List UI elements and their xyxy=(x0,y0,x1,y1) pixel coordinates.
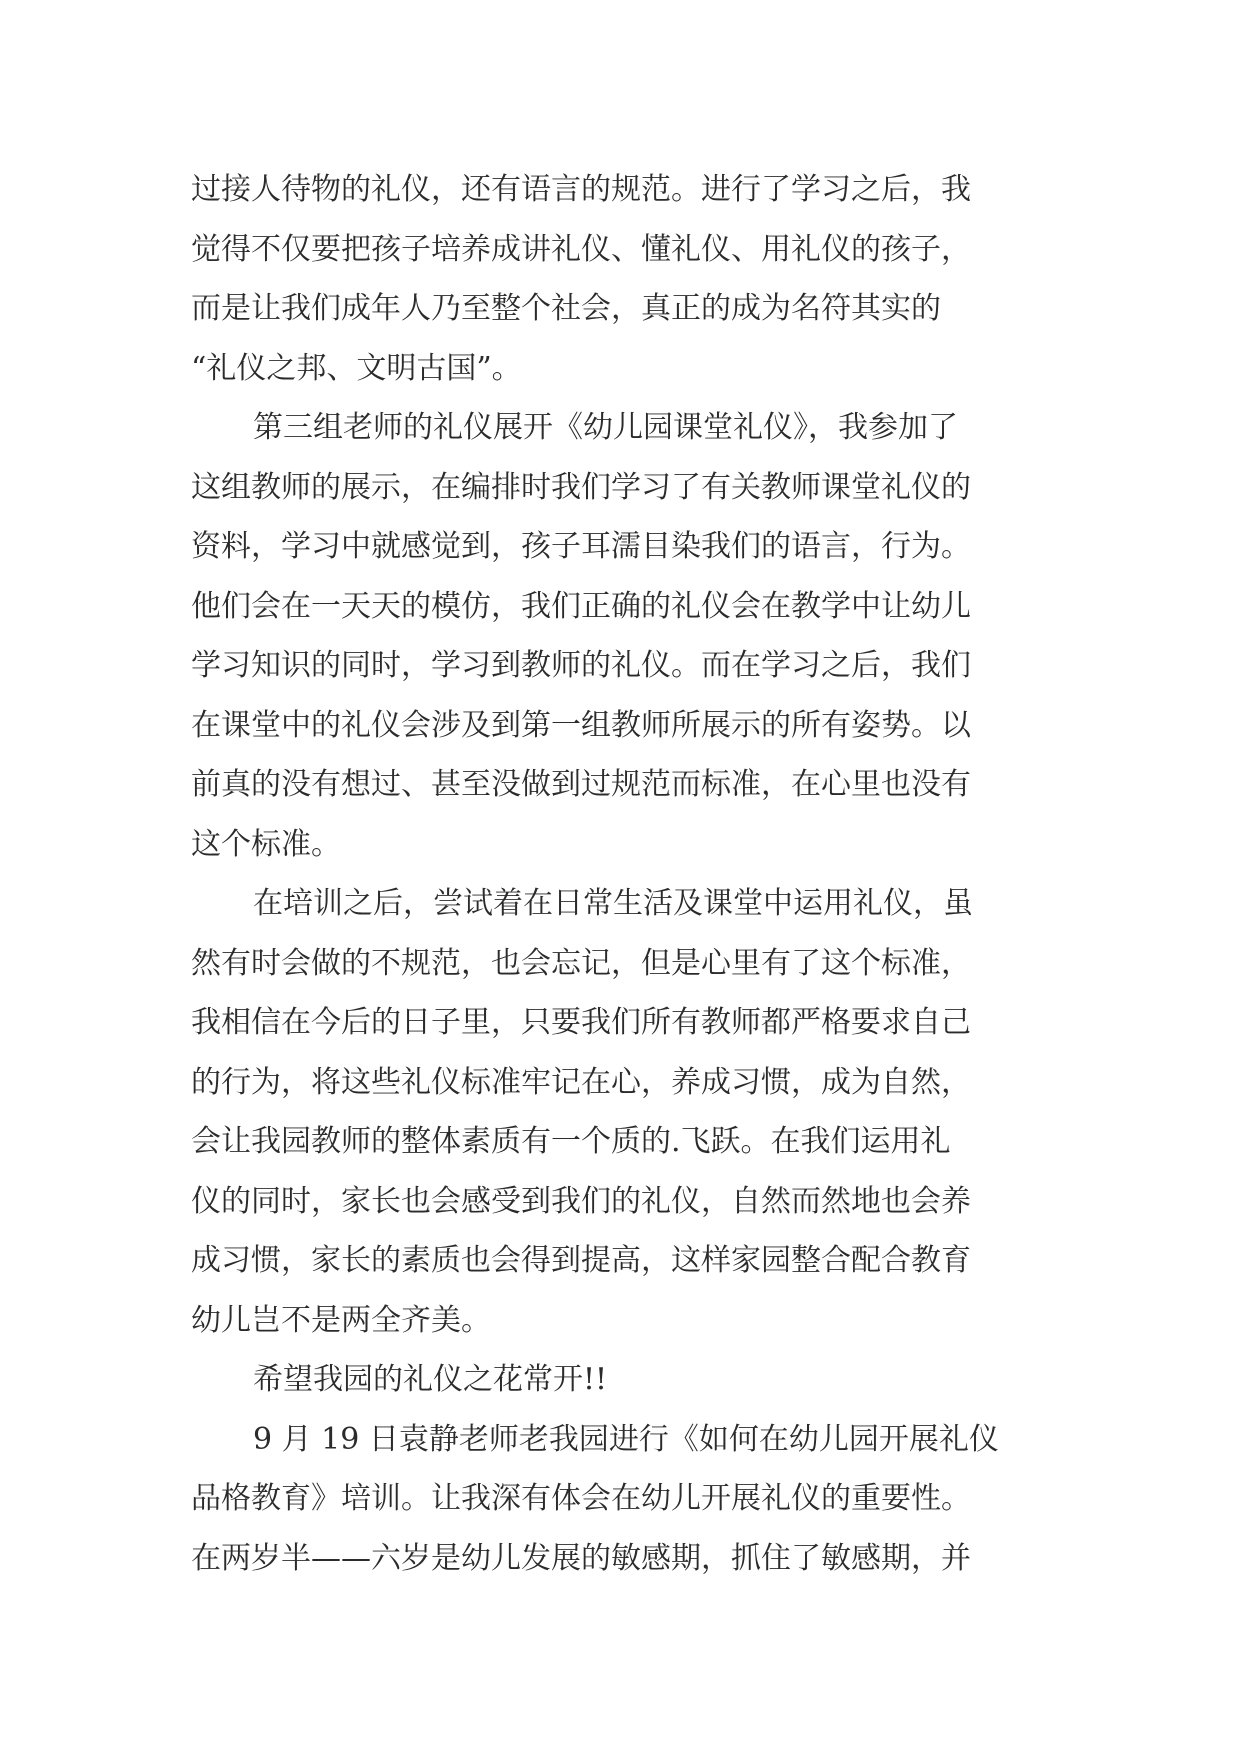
paragraph-start-line: 9 月 19 日袁静老师老我园进行《如何在幼儿园开展礼仪 xyxy=(253,1421,999,1457)
text-line: 的行为，将这些礼仪标准牢记在心，养成习惯，成为自然， xyxy=(191,1064,971,1100)
text-line: 资料，学习中就感觉到，孩子耳濡目染我们的语言，行为。 xyxy=(191,529,971,564)
text-line: 前真的没有想过、甚至没做到过规范而标准，在心里也没有 xyxy=(191,767,971,802)
text-line: 我相信在今后的日子里，只要我们所有教师都严格要求自己 xyxy=(191,1005,971,1040)
text-line: 品格教育》培训。让我深有体会在幼儿开展礼仪的重要性。 xyxy=(191,1481,971,1516)
text-line: 这个标准。 xyxy=(191,826,341,862)
text-line: 然有时会做的不规范，也会忘记，但是心里有了这个标准， xyxy=(191,945,971,981)
text-line: 幼儿岂不是两全齐美。 xyxy=(191,1302,491,1338)
text-line: 觉得不仅要把孩子培养成讲礼仪、懂礼仪、用礼仪的孩子， xyxy=(191,231,971,267)
text-line: 成习惯，家长的素质也会得到提高，这样家园整合配合教育 xyxy=(191,1243,971,1278)
text-line: 这组教师的展示，在编排时我们学习了有关教师课堂礼仪的 xyxy=(191,469,971,505)
text-line: 在课堂中的礼仪会涉及到第一组教师所展示的所有姿势。以 xyxy=(191,707,971,743)
text-line: 他们会在一天天的模仿，我们正确的礼仪会在教学中让幼儿 xyxy=(191,588,971,624)
paragraph-start-line: 希望我园的礼仪之花常开!! xyxy=(253,1362,608,1397)
text-line: 在两岁半——六岁是幼儿发展的敏感期，抓住了敏感期，并 xyxy=(191,1540,971,1576)
text-line: 仪的同时，家长也会感受到我们的礼仪，自然而然地也会养 xyxy=(191,1183,971,1219)
text-line: 会让我园教师的整体素质有一个质的.飞跃。在我们运用礼 xyxy=(191,1124,951,1159)
paragraph-start-line: 在培训之后，尝试着在日常生活及课堂中运用礼仪，虽 xyxy=(253,886,973,921)
paragraph-start-line: 第三组老师的礼仪展开《幼儿园课堂礼仪》，我参加了 xyxy=(253,410,958,445)
text-line: 过接人待物的礼仪，还有语言的规范。进行了学习之后，我 xyxy=(191,172,971,207)
document-body xyxy=(191,160,1071,1588)
text-line: 学习知识的同时，学习到教师的礼仪。而在学习之后，我们 xyxy=(191,648,971,683)
text-line: “礼仪之邦、文明古国”。 xyxy=(191,350,522,386)
text-line: 而是让我们成年人乃至整个社会，真正的成为名符其实的 xyxy=(191,291,941,326)
